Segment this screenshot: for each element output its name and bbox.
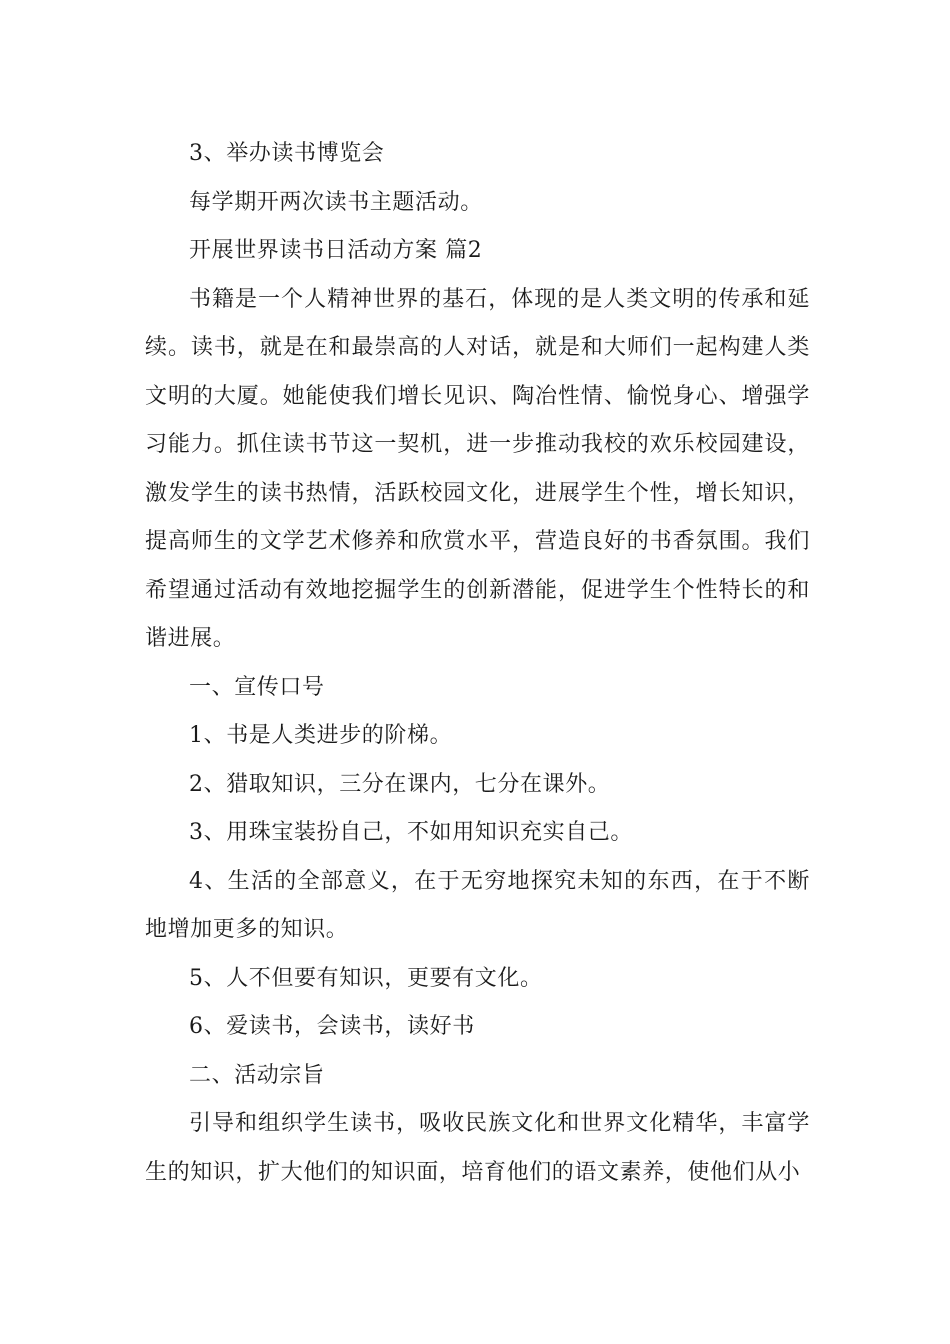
slogan-item-1: 1、书是人类进步的阶梯。 [189,723,453,748]
slogan-item-6: 6、爱读书，会读书，读好书 [189,1014,475,1039]
slogan-item-2: 2、猎取知识，三分在课内，七分在课外。 [189,771,611,797]
paragraph-intro: 书籍是一个人精神世界的基石，体现的是人类文明的传承和延续。读书，就是在和最崇高的人对话，就是和大师们一起构建人类文明的大厦。她能使我们增长见识、陶冶性情、愉悦身心、增强学习能力。抓住读书节这一契机，进一步推动我校的欢乐校园建设，激发学生的读书热情，活跃校园文化，进展学生个性，增长知识，提高师生的文学艺术修养和欣赏水平，营造良好的书香氛围。我们希望通过活动有效地挖掘学生的创新潜能，促进学生个性特长的和谐进展。 [145,286,810,651]
heading-purpose: 二、活动宗旨 [189,1062,325,1088]
section-title: 开展世界读书日活动方案 篇2 [189,238,483,263]
slogan-item-4: 4、生活的全部意义，在于无穷地探究未知的东西，在于不断地增加更多的知识。 [145,868,810,942]
document-body [145,130,810,1197]
slogan-item-3: 3、用珠宝装扮自己，不如用知识充实自己。 [189,820,633,845]
paragraph-semester-activities: 每学期开两次读书主题活动。 [189,189,483,215]
slogan-item-5: 5、人不但要有知识，更要有文化。 [189,965,543,991]
list-item-book-fair: 3、举办读书博览会 [189,141,385,166]
paragraph-purpose: 引导和组织学生读书，吸收民族文化和世界文化精华，丰富学生的知识，扩大他们的知识面，培育他们的语文素养，使他们从小 [145,1111,810,1185]
heading-slogans: 一、宣传口号 [189,674,325,700]
